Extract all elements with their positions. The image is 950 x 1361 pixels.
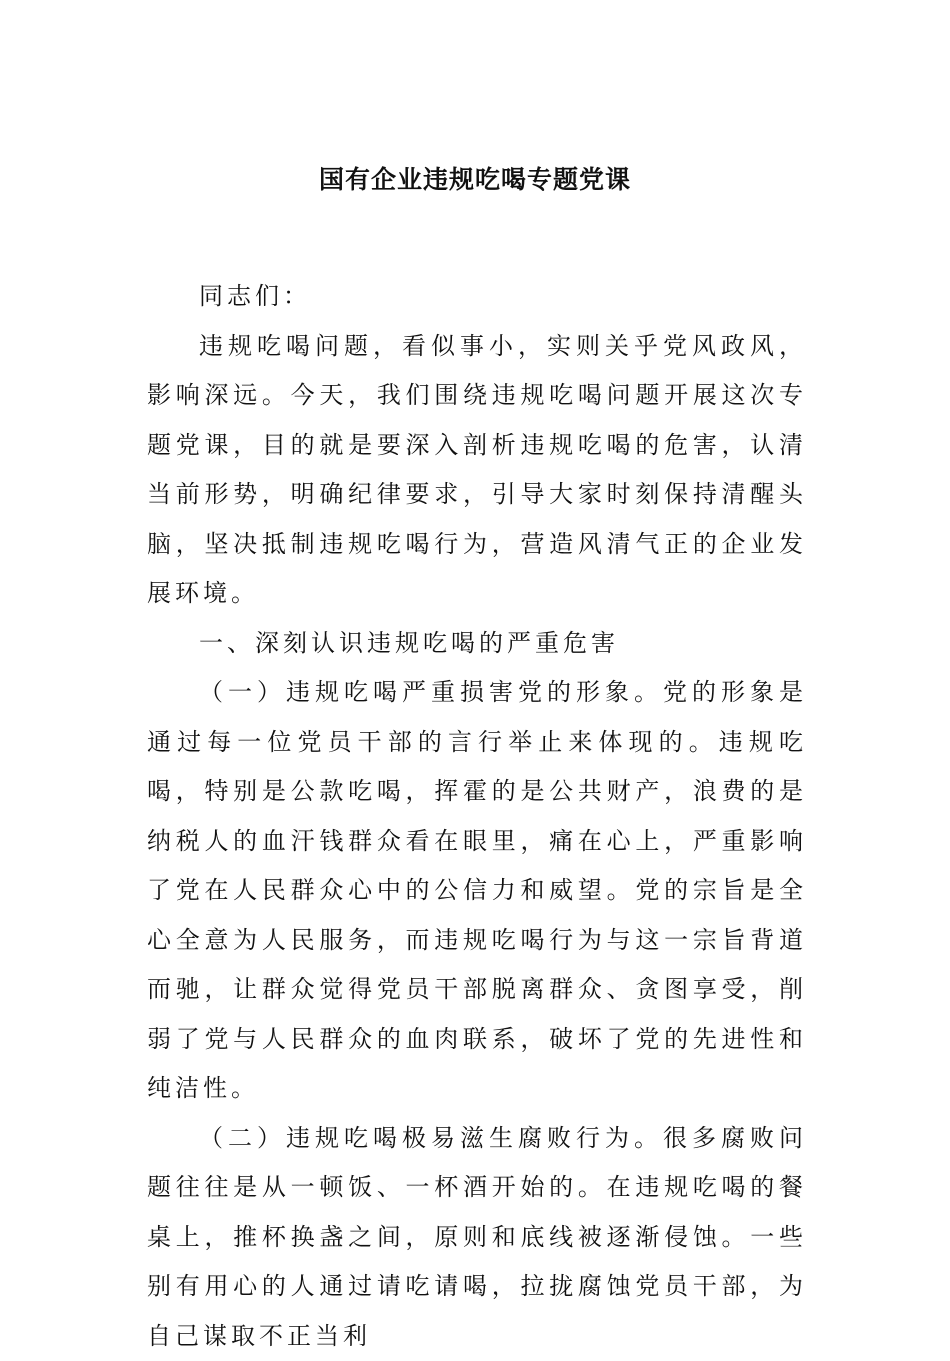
document-body [147, 272, 807, 1361]
intro-paragraph: 违规吃喝问题，看似事小，实则关乎党风政风，影响深远。今天，我们围绕违规吃喝问题开展这次专题党课，目的就是要深入剖析违规吃喝的危害，认清当前形势，明确纪律要求，引导大家时刻保持清醒头脑，坚决抵制违规吃喝行为，营造风清气正的企业发展环境。 [147, 322, 807, 619]
subsection-paragraph-1: （一）违规吃喝严重损害党的形象。党的形象是通过每一位党员干部的言行举止来体现的。违规吃喝，特别是公款吃喝，挥霍的是公共财产，浪费的是纳税人的血汗钱群众看在眼里，痛在心上，严重影响了党在人民群众心中的公信力和威望。党的宗旨是全心全意为人民服务，而违规吃喝行为与这一宗旨背道而驰，让群众觉得党员干部脱离群众、贪图享受，削弱了党与人民群众的血肉联系，破坏了党的先进性和纯洁性。 [147, 668, 807, 1114]
salutation-paragraph: 同志们： [147, 272, 807, 322]
document-title: 国有企业违规吃喝专题党课 [0, 160, 950, 200]
section-heading: 一、深刻认识违规吃喝的严重危害 [147, 619, 807, 669]
subsection-paragraph-2: （二）违规吃喝极易滋生腐败行为。很多腐败问题往往是从一顿饭、一杯酒开始的。在违规吃喝的餐桌上，推杯换盏之间，原则和底线被逐渐侵蚀。一些别有用心的人通过请吃请喝，拉拢腐蚀党员干部，为自己谋取不正当利 [147, 1114, 807, 1361]
